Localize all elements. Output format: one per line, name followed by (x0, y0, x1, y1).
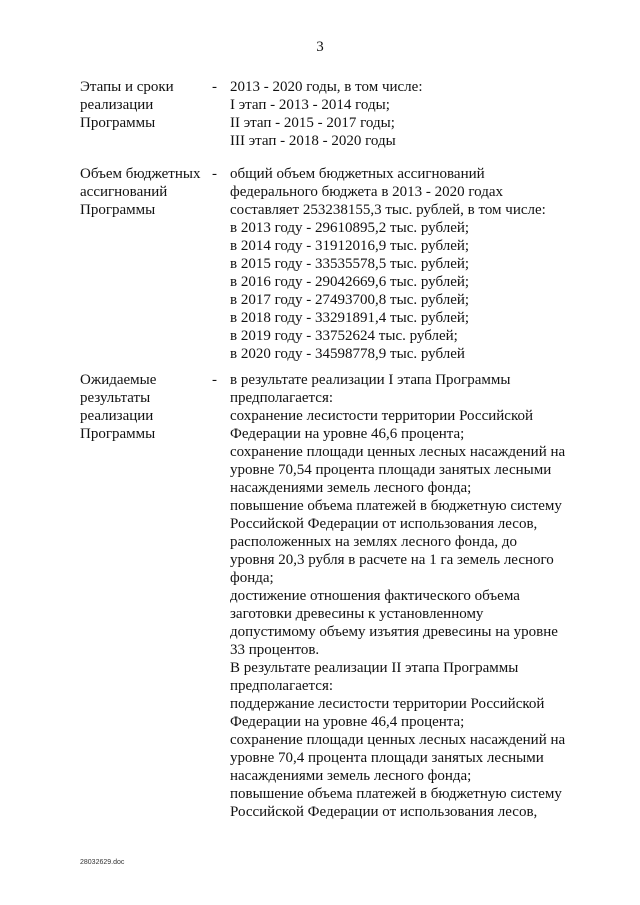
content-line: предполагается: (230, 678, 334, 694)
content-line: в 2013 году - 29610895,2 тыс. рублей; (230, 220, 470, 236)
content-line: В результате реализации II этапа Программы (230, 660, 519, 676)
content-line: в 2018 году - 33291891,4 тыс. рублей; (230, 310, 470, 326)
content-line: в 2016 году - 29042669,6 тыс. рублей; (230, 274, 470, 290)
content-line: поддержание лесистости территории Российской (230, 696, 545, 712)
content-line: III этап - 2018 - 2020 годы (230, 133, 396, 149)
content-line: предполагается: (230, 390, 334, 406)
label-line: Программы (80, 202, 156, 218)
content-line: Федерации на уровне 46,4 процента; (230, 714, 465, 730)
section-content (230, 165, 590, 363)
section-dash: - (212, 79, 217, 95)
content-line: 33 процентов. (230, 642, 320, 658)
content-line: I этап - 2013 - 2014 годы; (230, 97, 390, 113)
label-line: результаты (80, 390, 151, 406)
label-line: ассигнований (80, 184, 168, 200)
label-line: Программы (80, 115, 156, 131)
content-line: насаждениями земель лесного фонда; (230, 768, 472, 784)
content-line: повышение объема платежей в бюджетную систему (230, 498, 562, 514)
label-line: Программы (80, 426, 156, 442)
content-line: сохранение площади ценных лесных насаждений на (230, 732, 566, 748)
label-line: Этапы и сроки (80, 79, 174, 95)
content-line: Российской Федерации от использования лесов, (230, 516, 538, 532)
section-label (80, 165, 210, 219)
section-label (80, 371, 210, 443)
section-label (80, 78, 210, 132)
content-line: Федерации на уровне 46,6 процента; (230, 426, 465, 442)
label-line: Ожидаемые (80, 372, 157, 388)
content-line: сохранение площади ценных лесных насаждений на (230, 444, 566, 460)
file-name-footer: 28032629.doc (80, 859, 125, 866)
content-line: достижение отношения фактического объема (230, 588, 520, 604)
content-line: федерального бюджета в 2013 - 2020 годах (230, 184, 504, 200)
content-line: уровне 70,4 процента площади занятых лесными (230, 750, 544, 766)
content-line: в 2014 году - 31912016,9 тыс. рублей; (230, 238, 470, 254)
section-dash: - (212, 372, 217, 388)
section-content (230, 78, 590, 150)
content-line: общий объем бюджетных ассигнований (230, 166, 485, 182)
content-line: в 2015 году - 33535578,5 тыс. рублей; (230, 256, 470, 272)
content-line: допустимому объему изъятия древесины на уровне (230, 624, 558, 640)
content-line: уровне 70,54 процента площади занятых лесными (230, 462, 552, 478)
content-line: фонда; (230, 570, 274, 586)
content-line: в 2020 году - 34598778,9 тыс. рублей (230, 346, 465, 362)
label-line: реализации (80, 408, 154, 424)
content-line: сохранение лесистости территории Российской (230, 408, 533, 424)
section-content (230, 371, 590, 821)
page-number: 3 (316, 39, 324, 55)
content-line: составляет 253238155,3 тыс. рублей, в том числе: (230, 202, 546, 218)
label-line: Объем бюджетных (80, 166, 201, 182)
content-line: в результате реализации I этапа Программы (230, 372, 511, 388)
content-line: II этап - 2015 - 2017 годы; (230, 115, 395, 131)
label-line: реализации (80, 97, 154, 113)
content-line: Российской Федерации от использования лесов, (230, 804, 538, 820)
content-line: насаждениями земель лесного фонда; (230, 480, 472, 496)
content-line: расположенных на землях лесного фонда, до (230, 534, 518, 550)
content-line: уровня 20,3 рубля в расчете на 1 га земель лесного (230, 552, 554, 568)
content-line: заготовки древесины к установленному (230, 606, 484, 622)
content-line: в 2017 году - 27493700,8 тыс. рублей; (230, 292, 470, 308)
content-line: 2013 - 2020 годы, в том числе: (230, 79, 423, 95)
section-dash: - (212, 166, 217, 182)
content-line: в 2019 году - 33752624 тыс. рублей; (230, 328, 458, 344)
content-line: повышение объема платежей в бюджетную систему (230, 786, 562, 802)
